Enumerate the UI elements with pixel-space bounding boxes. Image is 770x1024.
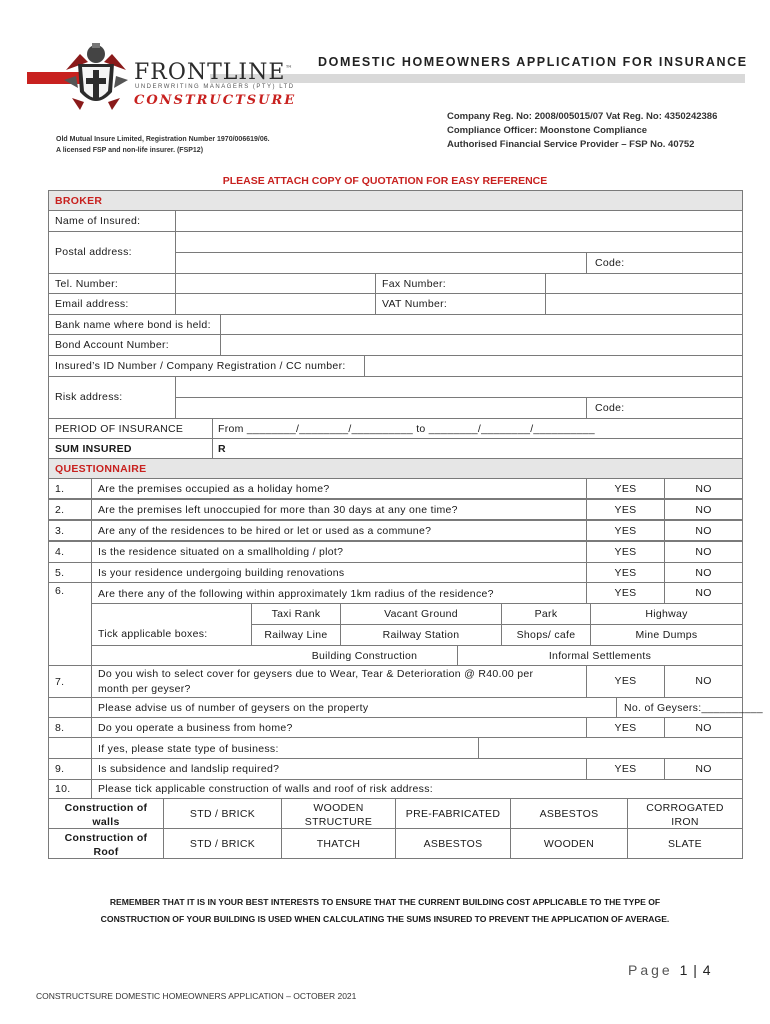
page-title: DOMESTIC HOMEOWNERS APPLICATION FOR INSURANCE bbox=[318, 55, 748, 69]
q7-sub-question: Please advise us of number of geysers on the property bbox=[98, 702, 369, 714]
q5-num-cell bbox=[48, 562, 92, 583]
postal-address-label-cell bbox=[48, 231, 176, 274]
q3-yes-option[interactable]: YES bbox=[586, 520, 665, 541]
walls-label-cell bbox=[48, 798, 164, 829]
questionnaire-heading-row bbox=[48, 458, 743, 479]
option-building-construction[interactable]: Building Construction bbox=[91, 645, 458, 666]
q9-num-cell bbox=[48, 758, 92, 780]
q8-num-cell bbox=[48, 717, 92, 738]
compliance-line: Compliance Officer: Moonstone Compliance bbox=[447, 125, 648, 136]
insurer-block bbox=[56, 134, 270, 156]
name-insured-label: Name of Insured: bbox=[55, 215, 141, 227]
q3-number: 3. bbox=[55, 525, 65, 537]
broker-heading: BROKER bbox=[55, 195, 103, 207]
walls-wooden-line-1: WOODEN bbox=[313, 802, 364, 814]
postal-address-field-line-1[interactable] bbox=[175, 231, 743, 253]
q1-number: 1. bbox=[55, 483, 65, 495]
vat-label: VAT Number: bbox=[382, 298, 448, 310]
vat-field[interactable] bbox=[545, 293, 743, 315]
q7-sub-question-cell bbox=[91, 697, 617, 718]
brand-product: CONSTRUCTSURE bbox=[134, 93, 297, 108]
name-insured-label-cell bbox=[48, 210, 176, 232]
tel-label-cell bbox=[48, 273, 176, 294]
name-insured-field[interactable] bbox=[175, 210, 743, 232]
roof-std-brick-option[interactable]: STD / BRICK bbox=[163, 828, 282, 859]
geysers-label: No. of Geysers:__________ bbox=[624, 702, 763, 714]
bond-field[interactable] bbox=[220, 334, 743, 356]
risk-address-label-cell bbox=[48, 376, 176, 419]
risk-address-field-line-1[interactable] bbox=[175, 376, 743, 398]
page-word: Page bbox=[628, 962, 673, 978]
insurer-line-2: A licensed FSP and non-life insurer. (FSP12) bbox=[56, 147, 204, 154]
q10-question-cell bbox=[91, 779, 743, 799]
id-number-field[interactable] bbox=[364, 355, 743, 377]
q2-yes-option[interactable]: YES bbox=[586, 499, 665, 520]
fax-label-cell bbox=[375, 273, 546, 294]
walls-wooden-line-2: STRUCTURE bbox=[304, 816, 373, 828]
q10-num-cell bbox=[48, 779, 92, 799]
option-taxi-rank[interactable]: Taxi Rank bbox=[251, 603, 341, 625]
period-label: PERIOD OF INSURANCE bbox=[55, 423, 184, 435]
fax-field[interactable] bbox=[545, 273, 743, 294]
email-label-cell bbox=[48, 293, 176, 315]
q7-question-line-2: month per geyser? bbox=[98, 683, 191, 695]
q9-question-cell bbox=[91, 758, 587, 780]
q6-number: 6. bbox=[55, 585, 65, 597]
bond-label-cell bbox=[48, 334, 221, 356]
q6-question-cell bbox=[91, 582, 587, 604]
q6-question: Are there any of the following within approximately 1km radius of the residence? bbox=[98, 588, 494, 600]
q3-question-cell bbox=[91, 520, 587, 541]
walls-label-line-1: Construction of bbox=[64, 802, 148, 814]
email-label: Email address: bbox=[55, 298, 129, 310]
q3-no-option[interactable]: NO bbox=[664, 520, 743, 541]
option-railway-line[interactable]: Railway Line bbox=[251, 624, 341, 646]
q8-sub-question: If yes, please state type of business: bbox=[98, 743, 279, 755]
q7-no-option[interactable]: NO bbox=[664, 665, 743, 698]
option-mine-dumps[interactable]: Mine Dumps bbox=[590, 624, 743, 646]
postal-address-field-line-2[interactable] bbox=[175, 252, 587, 274]
roof-slate-option[interactable]: SLATE bbox=[627, 828, 743, 859]
roof-label-cell bbox=[48, 828, 164, 859]
geysers-count-field[interactable] bbox=[616, 697, 763, 718]
q2-question: Are the premises left unoccupied for more than 30 days at any one time? bbox=[98, 504, 458, 516]
q6-no-option[interactable]: NO bbox=[664, 582, 743, 604]
period-label-cell bbox=[48, 418, 213, 439]
q4-yes-option[interactable]: YES bbox=[586, 541, 665, 563]
risk-code-label: Code: bbox=[595, 402, 625, 414]
sum-insured-currency: R bbox=[218, 443, 226, 455]
document-reference: CONSTRUCTSURE DOMESTIC HOMEOWNERS APPLICATION – OCTOBER 2021 bbox=[36, 991, 357, 1001]
sum-insured-field[interactable] bbox=[212, 438, 743, 459]
q2-number: 2. bbox=[55, 504, 65, 516]
q8-question: Do you operate a business from home? bbox=[98, 722, 293, 734]
q5-no-option[interactable]: NO bbox=[664, 562, 743, 583]
postal-code-cell[interactable] bbox=[586, 252, 743, 274]
option-vacant-ground[interactable]: Vacant Ground bbox=[340, 603, 502, 625]
tel-label: Tel. Number: bbox=[55, 278, 119, 290]
attach-notice: PLEASE ATTACH COPY OF QUOTATION FOR EASY REFERENCE bbox=[222, 175, 548, 187]
q5-yes-option[interactable]: YES bbox=[586, 562, 665, 583]
q5-question: Is your residence undergoing building renovations bbox=[98, 567, 345, 579]
walls-corrugated-line-2: IRON bbox=[671, 816, 699, 828]
roof-label-line-1: Construction of bbox=[64, 832, 148, 844]
q7-yes-option[interactable]: YES bbox=[586, 665, 665, 698]
bank-label: Bank name where bond is held: bbox=[55, 319, 211, 331]
q5-number: 5. bbox=[55, 567, 65, 579]
q3-question: Are any of the residences to be hired or let or used as a commune? bbox=[98, 525, 432, 537]
q8-question-cell bbox=[91, 717, 587, 738]
brand-name: FRONTLINE™ bbox=[134, 60, 294, 85]
q7-number: 7. bbox=[55, 676, 65, 688]
q1-num-cell bbox=[48, 478, 92, 499]
q9-question: Is subsidence and landslip required? bbox=[98, 763, 280, 775]
q10-number: 10. bbox=[55, 783, 71, 795]
fax-label: Fax Number: bbox=[382, 278, 446, 290]
brand-trademark: ™ bbox=[285, 64, 294, 73]
q8-yes-option[interactable]: YES bbox=[586, 717, 665, 738]
tick-label: Tick applicable boxes: bbox=[98, 628, 208, 640]
q4-num-cell bbox=[48, 541, 92, 563]
walls-std-brick-option[interactable]: STD / BRICK bbox=[163, 798, 282, 829]
q8-number: 8. bbox=[55, 722, 65, 734]
roof-asbestos-option[interactable]: ASBESTOS bbox=[395, 828, 511, 859]
option-shops-cafe[interactable]: Shops/ cafe bbox=[501, 624, 591, 646]
option-railway-station[interactable]: Railway Station bbox=[340, 624, 502, 646]
fsp-line: Authorised Financial Service Provider – FSP No. 40752 bbox=[447, 139, 695, 150]
postal-address-label: Postal address: bbox=[55, 246, 132, 258]
q3-num-cell bbox=[48, 520, 92, 541]
q2-question-cell bbox=[91, 499, 587, 520]
q7-question-cell bbox=[91, 665, 587, 698]
walls-corrugated-iron-option[interactable] bbox=[627, 798, 743, 829]
notice-line-2: CONSTRUCTION OF YOUR BUILDING IS USED WHEN CALCULATING THE SUMS INSURED TO PREVENT THE APPLICATION OF AVERAGE. bbox=[100, 914, 670, 924]
questionnaire-heading: QUESTIONNAIRE bbox=[55, 463, 147, 475]
q4-question: Is the residence situated on a smallholding / plot? bbox=[98, 546, 344, 558]
q5-question-cell bbox=[91, 562, 587, 583]
period-field[interactable] bbox=[212, 418, 743, 439]
bank-label-cell bbox=[48, 314, 221, 335]
q4-question-cell bbox=[91, 541, 587, 563]
q4-no-option[interactable]: NO bbox=[664, 541, 743, 563]
sum-label-cell bbox=[48, 438, 213, 459]
q7-sub-row-num bbox=[48, 697, 92, 718]
q9-yes-option[interactable]: YES bbox=[586, 758, 665, 780]
q6-num-cell bbox=[48, 582, 92, 666]
q4-number: 4. bbox=[55, 546, 65, 558]
sum-insured-label: SUM INSURED bbox=[55, 443, 132, 455]
bond-label: Bond Account Number: bbox=[55, 339, 169, 351]
q7-num-cell bbox=[48, 665, 92, 698]
q1-yes-option[interactable]: YES bbox=[586, 478, 665, 499]
walls-prefabricated-option[interactable]: PRE-FABRICATED bbox=[395, 798, 511, 829]
q2-no-option[interactable]: NO bbox=[664, 499, 743, 520]
option-park[interactable]: Park bbox=[501, 603, 591, 625]
walls-corrugated-line-1: CORROGATED bbox=[646, 802, 724, 814]
walls-label-line-2: walls bbox=[92, 816, 120, 828]
q9-no-option[interactable]: NO bbox=[664, 758, 743, 780]
id-number-label: Insured’s ID Number / Company Registration / CC number: bbox=[55, 360, 346, 372]
page-number bbox=[628, 962, 712, 978]
risk-code-cell[interactable] bbox=[586, 397, 743, 419]
id-number-label-cell bbox=[48, 355, 365, 377]
tick-label-cell bbox=[91, 603, 252, 646]
insurer-line-1: Old Mutual Insure Limited, Registration Number 1970/006619/06. bbox=[56, 136, 270, 143]
building-cost-notice bbox=[0, 894, 770, 928]
q2-num-cell bbox=[48, 499, 92, 520]
bank-field[interactable] bbox=[220, 314, 743, 335]
roof-thatch-option[interactable]: THATCH bbox=[281, 828, 396, 859]
q8-no-option[interactable]: NO bbox=[664, 717, 743, 738]
q1-question-cell bbox=[91, 478, 587, 499]
roof-wooden-option[interactable]: WOODEN bbox=[510, 828, 628, 859]
risk-address-label: Risk address: bbox=[55, 391, 123, 403]
notice-line-1: REMEMBER THAT IT IS IN YOUR BEST INTERESTS TO ENSURE THAT THE CURRENT BUILDING COST APPLICABLE TO THE TYPE OF bbox=[109, 897, 661, 907]
option-informal-settlements[interactable]: Informal Settlements bbox=[457, 645, 743, 666]
postal-code-label: Code: bbox=[595, 257, 625, 269]
option-highway[interactable]: Highway bbox=[590, 603, 743, 625]
walls-wooden-structure-option[interactable] bbox=[281, 798, 396, 829]
company-reg-line: Company Reg. No: 2008/005015/07 Vat Reg. No: 4350242386 bbox=[447, 111, 718, 122]
email-field[interactable] bbox=[175, 293, 376, 315]
q1-no-option[interactable]: NO bbox=[664, 478, 743, 499]
frontline-crest-logo bbox=[58, 40, 134, 116]
brand-subtitle: UNDERWRITING MANAGERS (PTY) LTD bbox=[135, 84, 295, 90]
q8-sub-row-num bbox=[48, 737, 92, 759]
tel-field[interactable] bbox=[175, 273, 376, 294]
roof-label-line-2: Roof bbox=[93, 846, 119, 858]
page-count: 1 | 4 bbox=[679, 962, 712, 978]
risk-address-field-line-2[interactable] bbox=[175, 397, 587, 419]
vat-label-cell bbox=[375, 293, 546, 315]
q9-number: 9. bbox=[55, 763, 65, 775]
q8-sub-question-cell bbox=[91, 737, 479, 759]
company-registration-block bbox=[447, 110, 717, 152]
q10-question: Please tick applicable construction of walls and roof of risk address: bbox=[98, 783, 433, 795]
business-type-field[interactable] bbox=[478, 737, 743, 759]
q6-yes-option[interactable]: YES bbox=[586, 582, 665, 604]
walls-asbestos-option[interactable]: ASBESTOS bbox=[510, 798, 628, 829]
broker-heading-row bbox=[48, 190, 743, 211]
period-value: From ________/________/__________ to ________/________/__________ bbox=[218, 423, 595, 435]
q7-question-line-1: Do you wish to select cover for geysers due to Wear, Tear & Deterioration @ R40.00 per bbox=[98, 668, 534, 680]
q1-question: Are the premises occupied as a holiday home? bbox=[98, 483, 330, 495]
